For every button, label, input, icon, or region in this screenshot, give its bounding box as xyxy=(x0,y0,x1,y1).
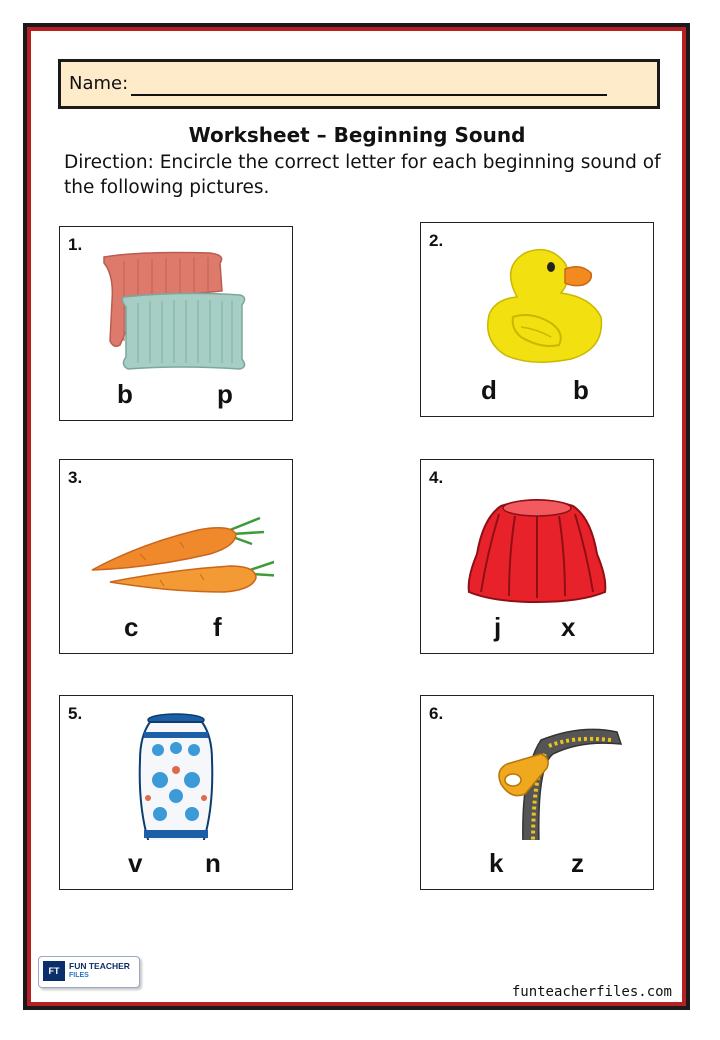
card-number: 1. xyxy=(68,235,83,254)
name-box xyxy=(58,59,660,109)
card-6 xyxy=(420,695,654,890)
choice-letter[interactable]: d xyxy=(481,375,497,405)
card-number: 5. xyxy=(68,704,83,723)
zipper-image xyxy=(441,710,635,840)
choice-letter[interactable]: x xyxy=(561,612,576,642)
card-1 xyxy=(59,226,293,421)
card-4 xyxy=(420,459,654,654)
name-field[interactable] xyxy=(131,94,607,96)
card-number: 2. xyxy=(429,231,444,250)
choice-letter[interactable]: k xyxy=(489,848,504,878)
choice-letter[interactable]: f xyxy=(213,612,222,642)
card-3 xyxy=(59,459,293,654)
pillows-image xyxy=(80,241,274,371)
name-label: Name: xyxy=(69,73,129,94)
jelly-image xyxy=(441,474,635,604)
card-2 xyxy=(420,222,654,417)
directions-text: Direction: Encircle the correct letter for each beginning sound of the following pictures. xyxy=(64,152,661,198)
website-url: funteacherfiles.com xyxy=(511,984,672,1000)
choice-letter[interactable]: n xyxy=(205,848,221,878)
choice-letter[interactable]: j xyxy=(494,612,502,642)
choice-letter[interactable]: p xyxy=(217,379,233,409)
choice-letter[interactable]: z xyxy=(571,848,584,878)
choice-letter[interactable]: b xyxy=(573,375,589,405)
worksheet-title: Worksheet – Beginning Sound xyxy=(188,123,526,147)
card-5 xyxy=(59,695,293,890)
logo-mark: FT xyxy=(43,961,65,981)
choice-letter[interactable]: v xyxy=(128,848,143,878)
logo-text: FILES xyxy=(69,972,89,979)
fun-teacher-files-logo xyxy=(38,956,140,988)
vase-image xyxy=(80,710,274,840)
choice-letter[interactable]: b xyxy=(117,379,133,409)
logo-text: FUN TEACHER xyxy=(69,961,130,971)
card-number: 4. xyxy=(429,468,444,487)
carrots-image xyxy=(80,474,274,604)
card-number: 3. xyxy=(68,468,83,487)
choice-letter[interactable]: c xyxy=(124,612,139,642)
card-number: 6. xyxy=(429,704,444,723)
rubber-duck-image xyxy=(441,237,635,367)
